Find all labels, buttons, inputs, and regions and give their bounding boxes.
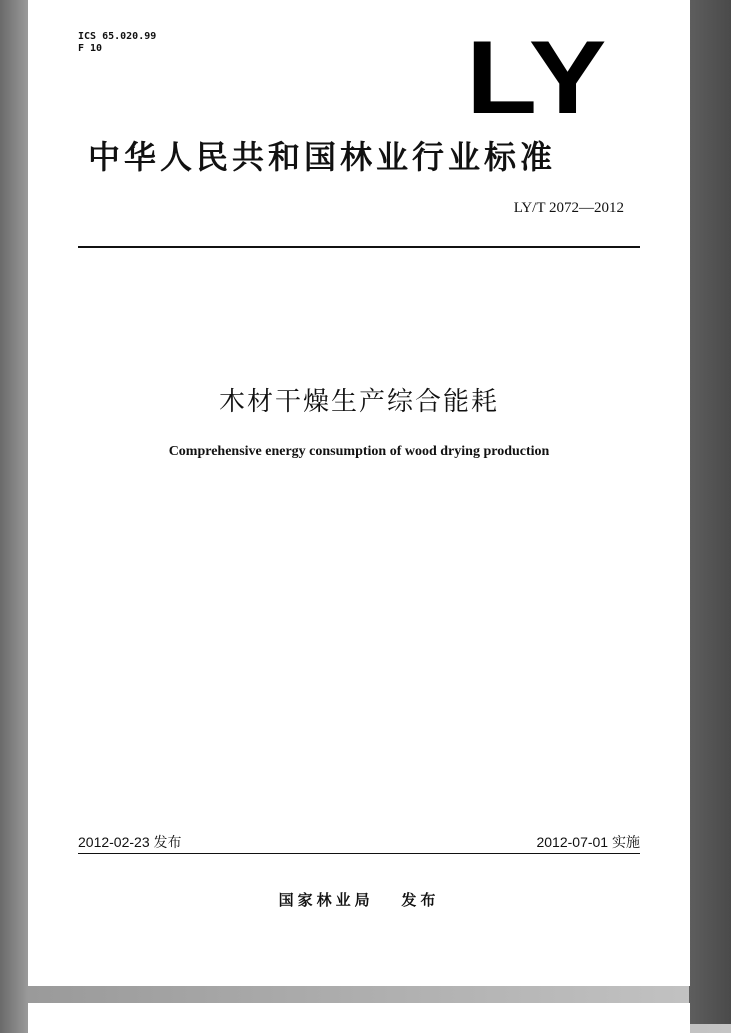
document-title-cn: 木材干燥生产综合能耗	[218, 387, 499, 417]
document-title-en: Comprehensive energy consumption of wood drying production	[168, 444, 550, 459]
publish-label: 发布	[401, 891, 440, 909]
header-divider	[78, 246, 640, 248]
classification-codes	[78, 31, 156, 55]
viewer-scroll-strip[interactable]	[689, 0, 731, 1024]
issue-date: 2012-02-23 发布	[78, 834, 182, 850]
ics-code: ICS 65.020.99	[78, 31, 157, 42]
footer-divider	[78, 853, 640, 854]
publisher-line	[28, 889, 690, 910]
standard-number: LY/T 2072—2012	[513, 200, 624, 216]
ccs-code: F 10	[78, 43, 103, 54]
publisher-name: 国家林业局	[278, 891, 374, 909]
next-page-edge	[28, 1003, 690, 1033]
standard-category: 中华人民共和国林业行业标准	[88, 138, 557, 176]
document-page	[28, 0, 690, 986]
implementation-date: 2012-07-01 实施	[536, 834, 640, 850]
ly-logo: LY	[466, 20, 609, 136]
